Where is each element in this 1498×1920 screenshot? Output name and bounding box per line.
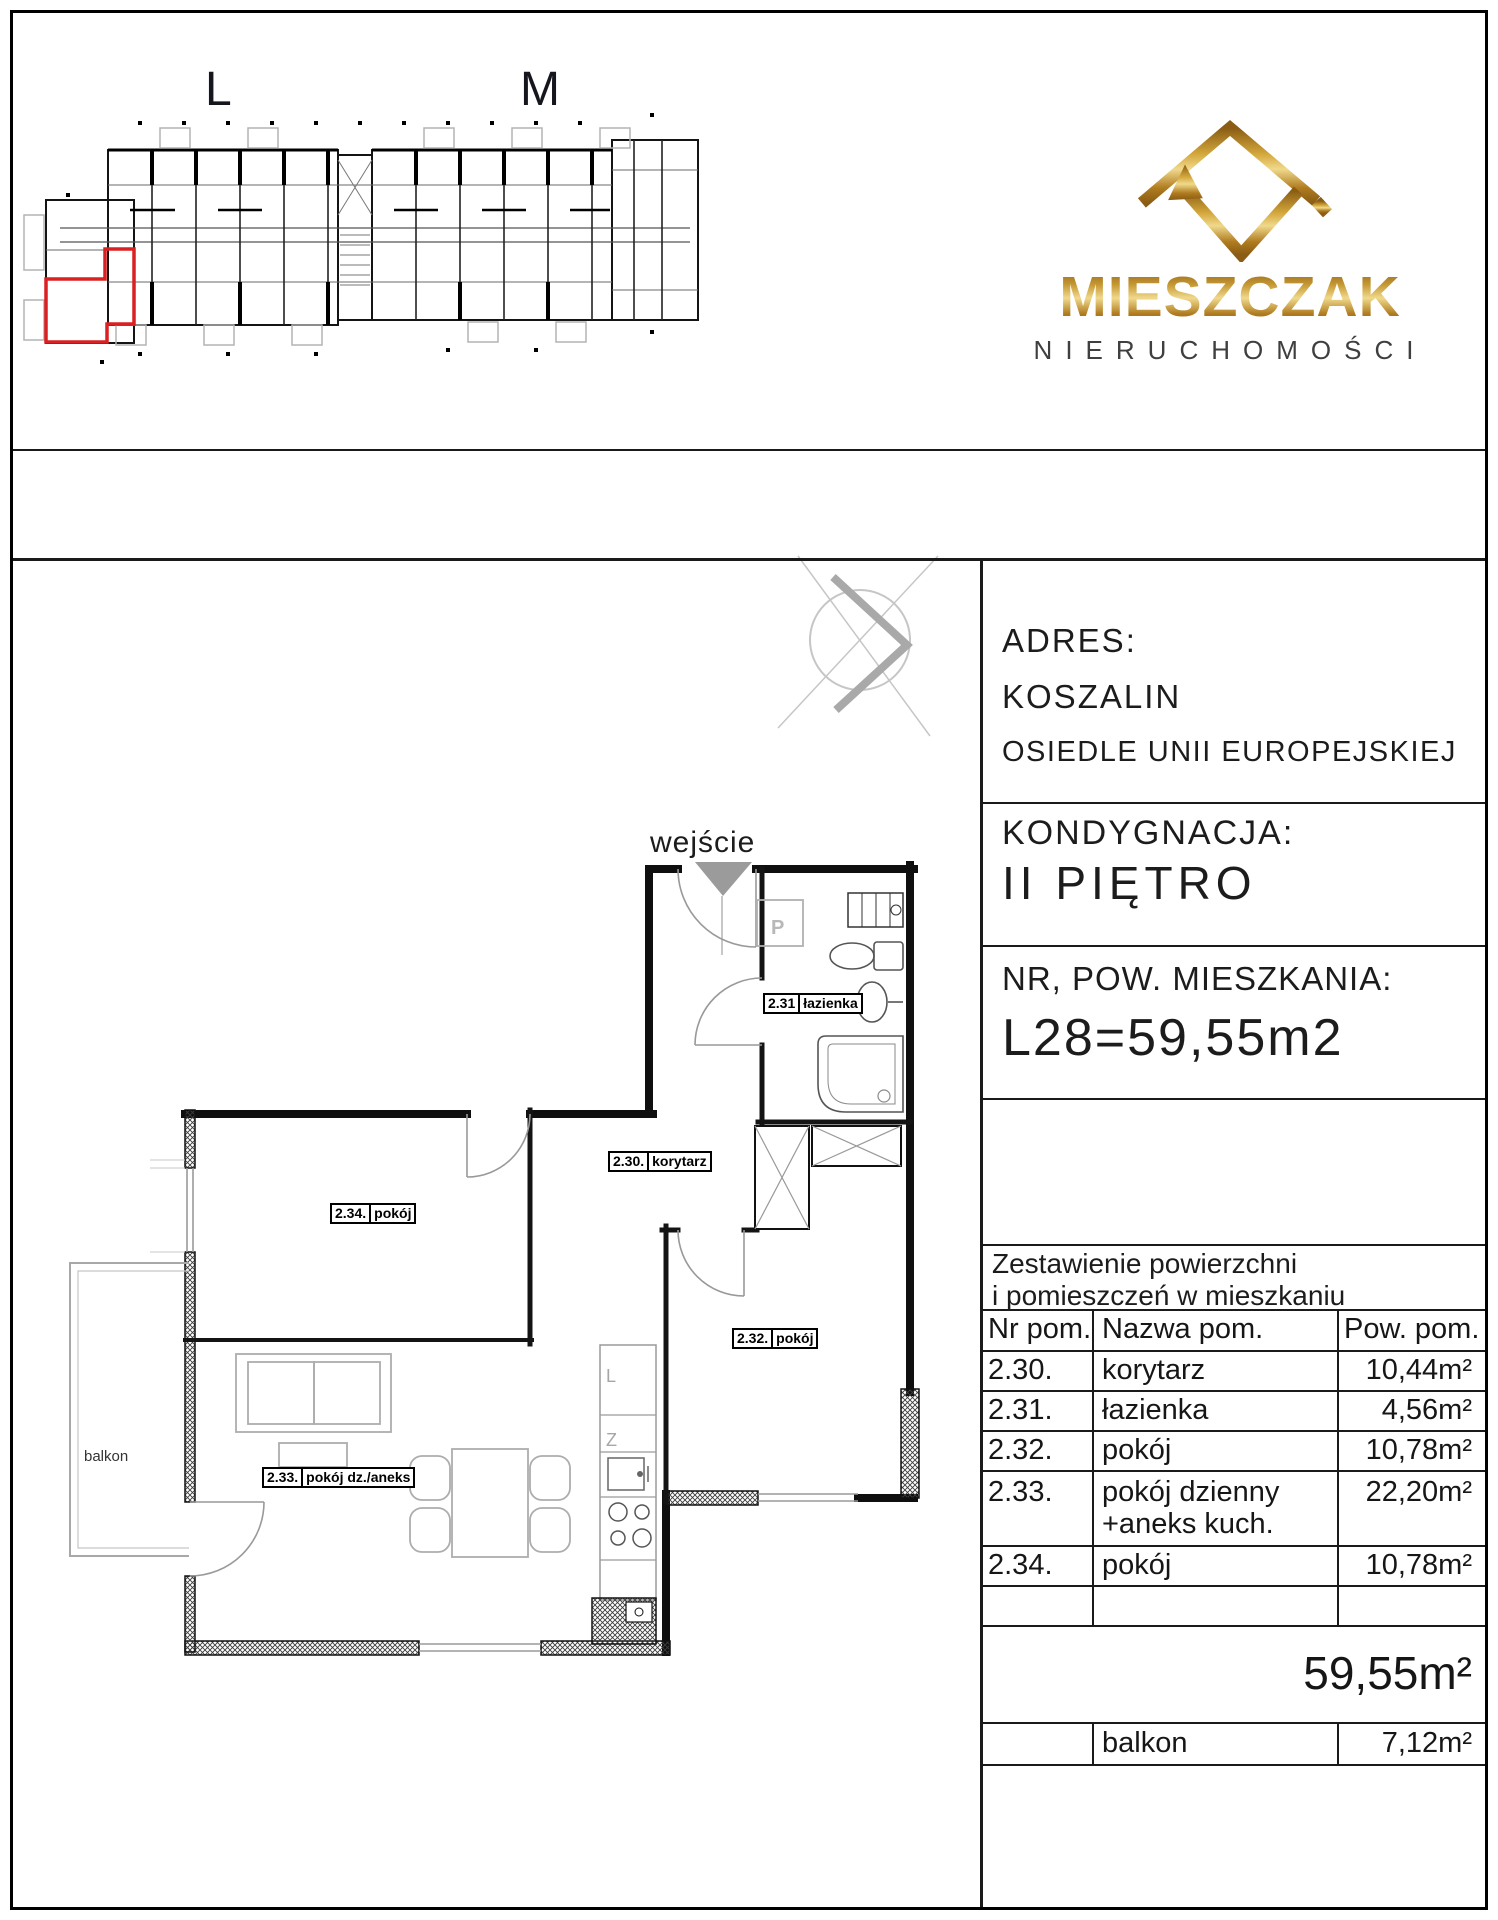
row-name: pokój dzienny bbox=[1102, 1476, 1280, 1508]
grid-vline bbox=[1337, 1722, 1339, 1766]
room-234-door bbox=[467, 1114, 530, 1177]
table-title-line2: i pomieszczeń w mieszkaniu bbox=[992, 1280, 1346, 1311]
address-city: KOSZALIN bbox=[1002, 678, 1182, 715]
window-sill-ticks bbox=[150, 1160, 185, 1252]
agency-logo bbox=[992, 112, 1468, 365]
corridor-lines bbox=[60, 228, 690, 242]
room-tag-name: łazienka bbox=[798, 995, 860, 1012]
north-arrow-icon bbox=[778, 556, 938, 736]
row-nr: 2.30. bbox=[988, 1354, 1053, 1386]
grid-line bbox=[983, 1625, 1485, 1627]
kitchen-base-cabinet bbox=[592, 1598, 656, 1644]
total-area: 59,55m² bbox=[1303, 1647, 1472, 1699]
room-tag-pokoj-233 bbox=[262, 1467, 415, 1488]
living-room-furniture bbox=[236, 1354, 570, 1557]
kitchen-sink-icon bbox=[608, 1458, 648, 1490]
grid-line bbox=[983, 1722, 1485, 1724]
wing-m-label: M bbox=[520, 63, 560, 116]
floor-value: II PIĘTRO bbox=[1002, 857, 1257, 909]
sofa-icon bbox=[236, 1354, 391, 1432]
table-title-line1: Zestawienie powierzchni bbox=[992, 1248, 1298, 1279]
row-name: pokój bbox=[1102, 1434, 1172, 1466]
grid-vline bbox=[1092, 1309, 1094, 1627]
row-area: 10,78m² bbox=[1365, 1434, 1472, 1466]
windows bbox=[187, 1168, 858, 1651]
brand-name: MIESZCZAK bbox=[992, 267, 1468, 327]
row-area: 22,20m² bbox=[1365, 1476, 1472, 1508]
row-area: 4,56m² bbox=[1381, 1394, 1472, 1426]
room-tag-name: korytarz bbox=[647, 1153, 709, 1170]
row-name-line2: +aneks kuch. bbox=[1102, 1508, 1274, 1540]
row-nr: 2.34. bbox=[988, 1549, 1053, 1581]
selected-unit-highlight bbox=[46, 249, 134, 342]
col-header-nr: Nr pom. bbox=[988, 1313, 1092, 1345]
row-area: 10,44m² bbox=[1365, 1354, 1472, 1386]
shower-icon bbox=[818, 1036, 903, 1112]
room-tag-nr: 2.33. bbox=[267, 1469, 299, 1485]
room-tag-pokoj-232 bbox=[732, 1328, 818, 1349]
wing-l-label: L bbox=[205, 63, 232, 116]
balcony-row-name: balkon bbox=[1102, 1727, 1188, 1759]
row-name: pokój bbox=[1102, 1549, 1172, 1581]
bathroom-door bbox=[695, 978, 762, 1045]
row-name: korytarz bbox=[1102, 1354, 1206, 1386]
room-tag-nr: 2.32. bbox=[737, 1330, 769, 1346]
coffee-table-icon bbox=[279, 1443, 347, 1467]
room-tag-name: pokój dz./aneks bbox=[301, 1469, 413, 1486]
row-nr: 2.33. bbox=[988, 1476, 1053, 1508]
grid-vline bbox=[1337, 1309, 1339, 1627]
col-header-area: Pow. pom. bbox=[1344, 1313, 1480, 1345]
divider-main bbox=[13, 558, 1485, 561]
kitchen-units bbox=[592, 1345, 656, 1644]
kitchen-fridge-letter: L bbox=[606, 1366, 617, 1386]
stove-icon bbox=[609, 1503, 651, 1547]
brand-subtitle: NIERUCHOMOŚCI bbox=[1033, 335, 1427, 365]
row-nr: 2.32. bbox=[988, 1434, 1053, 1466]
panel-line-4 bbox=[983, 1244, 1485, 1246]
room-tag-nr: 2.34. bbox=[335, 1205, 367, 1221]
row-name: łazienka bbox=[1102, 1394, 1209, 1426]
grid-line bbox=[983, 1764, 1485, 1766]
balcony-outline bbox=[70, 1263, 189, 1556]
toilet-icon bbox=[830, 942, 903, 970]
balcony-label: balkon bbox=[84, 1448, 129, 1465]
shaft-boxes bbox=[755, 1126, 901, 1229]
divider-top bbox=[13, 449, 1485, 451]
room-tag-nr: 2.31 bbox=[768, 995, 796, 1011]
unit-dividers bbox=[152, 140, 662, 325]
room-tag-name: pokój bbox=[369, 1205, 414, 1222]
entrance-arrow-icon bbox=[695, 862, 752, 896]
grid-line bbox=[983, 1470, 1485, 1472]
grid-vline bbox=[1092, 1722, 1094, 1766]
building-overview bbox=[24, 63, 698, 364]
washer-letter: P bbox=[771, 917, 785, 939]
address-label: ADRES: bbox=[1002, 622, 1137, 659]
room-tag-name: pokój bbox=[771, 1330, 816, 1347]
col-header-name: Nazwa pom. bbox=[1102, 1313, 1264, 1345]
dining-set-icon bbox=[410, 1449, 570, 1557]
panel-line-3 bbox=[983, 1098, 1485, 1100]
balcony-door bbox=[190, 1502, 264, 1576]
stair-core bbox=[338, 160, 372, 285]
entrance-label: wejście bbox=[650, 826, 756, 859]
wall-chunks bbox=[108, 150, 612, 325]
panel-line-2 bbox=[983, 945, 1485, 947]
unit-number-label: NR, POW. MIESZKANIA: bbox=[1002, 960, 1393, 997]
unit-number-value: L28=59,55m2 bbox=[1002, 1009, 1344, 1067]
grid-line bbox=[983, 1585, 1485, 1587]
room-tag-nr: 2.30. bbox=[613, 1153, 645, 1169]
room-tag-pokoj-234 bbox=[330, 1203, 416, 1224]
kitchen-cabinet-letter: Z bbox=[606, 1430, 617, 1450]
room-232-door bbox=[678, 1230, 744, 1296]
exterior-walls bbox=[185, 865, 914, 1652]
divider-vertical bbox=[980, 561, 983, 1907]
cistern-icon bbox=[848, 893, 903, 927]
balcony-row-area: 7,12m² bbox=[1381, 1727, 1472, 1759]
logo-house-icon bbox=[1125, 112, 1335, 262]
room-tag-lazienka bbox=[763, 993, 863, 1014]
floor-plan bbox=[70, 862, 919, 1655]
address-street: OSIEDLE UNII EUROPEJSKIEJ bbox=[1002, 736, 1457, 768]
room-tag-korytarz bbox=[608, 1151, 712, 1172]
panel-line-1 bbox=[983, 802, 1485, 804]
floor-label: KONDYGNACJA: bbox=[1002, 814, 1295, 852]
row-nr: 2.31. bbox=[988, 1394, 1053, 1426]
sink-icon bbox=[857, 982, 903, 1022]
row-area: 10,78m² bbox=[1365, 1549, 1472, 1581]
